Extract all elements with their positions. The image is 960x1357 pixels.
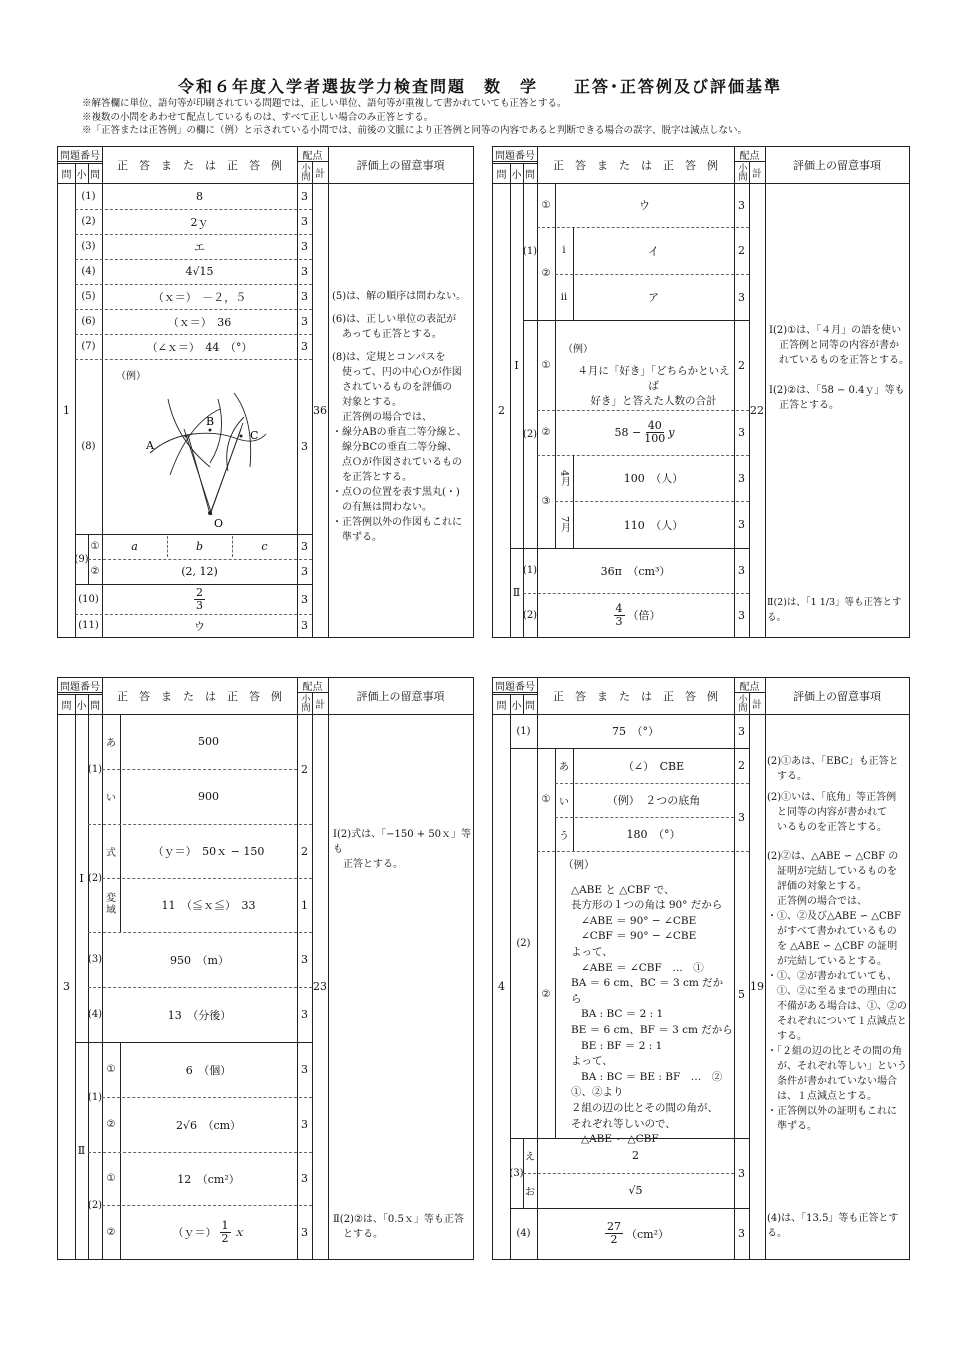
proof-line: ∠ABE ＝ 90° − ∠CBE bbox=[581, 914, 697, 927]
sho-mon-header: 小問 bbox=[736, 163, 747, 181]
answer-cell: 500 bbox=[198, 735, 219, 748]
answer-cell: 6 （個） bbox=[185, 1063, 232, 1077]
answer-cell: 2 bbox=[632, 1149, 639, 1162]
note-1: ※解答欄に単位、語句等が印刷されている問題では、正しい単位、語句等が重複して書かれていても正答とする。 bbox=[82, 98, 567, 109]
remark-line: Ⅰ(2)①は、「４月」の語を使い bbox=[769, 325, 902, 336]
remark-line: (2)①いは、「底角」等正答例 bbox=[767, 792, 897, 803]
remark-line: それぞれについて１点減点と bbox=[777, 1016, 907, 1027]
sub-label: 式 bbox=[106, 847, 116, 859]
answer-cell: √5 bbox=[628, 1184, 643, 1197]
sub-label: ③ bbox=[541, 496, 551, 507]
answer-cell bbox=[120, 1205, 297, 1259]
proof-line: △ABE ∽ △CBF bbox=[581, 1133, 659, 1146]
remark-line: 対象とする。 bbox=[342, 397, 402, 408]
answer-line: ４月に「好き」「どちらかといえば bbox=[577, 365, 730, 392]
q3-number: 3 bbox=[63, 980, 70, 993]
construction-figure bbox=[138, 379, 288, 529]
kei-header: 計 bbox=[315, 699, 325, 711]
remark-line: を △ABE ∽ △CBF の証明 bbox=[777, 941, 898, 952]
points-cell: 2 bbox=[738, 244, 745, 257]
points-cell: 5 bbox=[738, 988, 745, 1001]
answer-cell: 36π （cm³） bbox=[600, 564, 671, 578]
sub-label: あ bbox=[106, 738, 116, 749]
points-cell: 3 bbox=[301, 953, 308, 966]
dai-header: 問 bbox=[61, 700, 72, 712]
points-cell: 3 bbox=[301, 1118, 308, 1131]
row-label: (3) bbox=[87, 954, 103, 965]
qnum-header: 問題番号 bbox=[60, 150, 100, 162]
answer-cell: ウ bbox=[194, 619, 205, 633]
q4-total: 19 bbox=[750, 980, 764, 993]
proof-line: （例） bbox=[563, 859, 595, 871]
answer-cell: エ bbox=[194, 240, 205, 254]
sho-header: 小 bbox=[511, 700, 522, 712]
dai-header: 問 bbox=[496, 169, 507, 181]
q2-total: 22 bbox=[750, 403, 764, 417]
mon-header: 問 bbox=[90, 169, 100, 181]
remark-line: の有無は問わない。 bbox=[342, 502, 432, 513]
fraction-denominator: 3 bbox=[196, 598, 203, 612]
proof-line: BA : BC ＝ BE : BF … ② bbox=[581, 1070, 723, 1083]
points-cell: 3 bbox=[301, 290, 308, 303]
remark-line: 正答例と同等の内容が書か bbox=[779, 340, 899, 351]
remark-line: ・「２組の辺の比とその間の角 bbox=[767, 1046, 902, 1057]
fraction-numerator: 2 bbox=[196, 585, 203, 599]
remark-line: Ⅰ(2)式は、「−150 + 50ｘ」等も bbox=[333, 829, 472, 855]
answer-cell: 100 （人） bbox=[623, 472, 684, 485]
sub-label: お bbox=[525, 1187, 535, 1198]
sub-label: ① bbox=[541, 359, 551, 371]
sho-mon-header: 小問 bbox=[736, 694, 747, 712]
sub-label: い bbox=[106, 793, 116, 804]
remark-line: ・正答例以外の証明もこれに bbox=[767, 1106, 897, 1117]
points-cell: 3 bbox=[301, 265, 308, 278]
remark-line: ・①、②が書かれていても、 bbox=[767, 971, 897, 982]
points-cell: 3 bbox=[738, 1166, 745, 1180]
remark-line: されているものを評価の bbox=[342, 382, 452, 393]
remark-line: する。 bbox=[777, 771, 807, 782]
sub-label: ① bbox=[541, 794, 551, 805]
answer-cell: （ｙ＝） 50ｘ − 150 bbox=[152, 845, 265, 858]
answer-cell: ウ bbox=[639, 199, 650, 212]
points-cell: 3 bbox=[738, 290, 745, 304]
q3-total: 23 bbox=[313, 980, 327, 993]
remark-line: ・①、②及び△ABE ∽ △CBF bbox=[767, 911, 901, 922]
remark-line: 使って、円の中心Ｏが作図 bbox=[342, 367, 462, 378]
point-c-label: C bbox=[250, 429, 259, 442]
sub-label: い bbox=[559, 796, 569, 808]
points-cell: 3 bbox=[738, 426, 745, 439]
sho-header: 小 bbox=[76, 169, 87, 181]
fraction-denominator: 2 bbox=[610, 1233, 618, 1246]
row-label: (4) bbox=[87, 1009, 103, 1020]
remarks-header: 評価上の留意事項 bbox=[356, 159, 445, 172]
row-label: (5) bbox=[81, 291, 96, 302]
remark-line: と同等の内容が書かれて bbox=[777, 807, 887, 818]
remarks-q1 bbox=[332, 289, 472, 545]
remark-line: いるものを正答とする。 bbox=[777, 822, 887, 833]
answer-text: （cm²） bbox=[625, 1227, 669, 1241]
points-cell: 3 bbox=[301, 1063, 308, 1076]
row-label: (6) bbox=[81, 316, 96, 327]
fraction-numerator: 40 bbox=[647, 419, 662, 432]
sub-label: ⅱ bbox=[560, 291, 568, 303]
remark-line: 評価の対象とする。 bbox=[777, 881, 867, 892]
remark-line: する。 bbox=[777, 1031, 807, 1042]
proof-line: BA : BC ＝ 2 : 1 bbox=[581, 1008, 664, 1021]
points-cell: 3 bbox=[301, 540, 308, 553]
answer-cell bbox=[537, 593, 734, 637]
points-cell: 3 bbox=[738, 724, 745, 738]
remark-line: が完結しているとする。 bbox=[777, 956, 887, 967]
dai-header: 問 bbox=[496, 700, 507, 712]
points-cell: 3 bbox=[301, 240, 308, 253]
points-cell: 3 bbox=[738, 564, 745, 577]
proof-line: △ABE と △CBF で、 bbox=[571, 883, 675, 896]
answer-header: 正 答 ま た は 正 答 例 bbox=[117, 690, 282, 703]
remark-line: Ⅱ(2)②は、「0.5ｘ」等も正答 bbox=[333, 1214, 464, 1225]
sub-label: 変域 bbox=[106, 893, 116, 916]
fraction-denominator: 3 bbox=[615, 614, 623, 628]
remarks-header: 評価上の留意事項 bbox=[793, 159, 881, 172]
answer-cell bbox=[102, 584, 297, 614]
points-cell: 2 bbox=[301, 844, 308, 858]
points-cell: 3 bbox=[301, 340, 308, 353]
month-label: 7月 bbox=[558, 516, 570, 533]
remark-line: ①、②に至るまでの理由に bbox=[777, 986, 897, 997]
note-2: ※複数の小問をあわせて配点しているものは、すべて正しい場合のみ正答とする。 bbox=[82, 111, 434, 123]
points-cell: 3 bbox=[301, 565, 308, 578]
q4-number: 4 bbox=[498, 980, 505, 993]
remark-line: 証明が完結しているものを bbox=[777, 866, 897, 877]
remarks-q2 bbox=[769, 323, 909, 413]
points-cell: 3 bbox=[301, 190, 308, 203]
row-label: (7) bbox=[81, 341, 96, 352]
points-cell: 3 bbox=[301, 315, 308, 328]
answer-text: （倍） bbox=[627, 609, 661, 622]
row-label: (9) bbox=[74, 553, 89, 565]
answer-cell: 75 （°） bbox=[612, 725, 659, 738]
proof-line: BE : BF ＝ 2 : 1 bbox=[581, 1039, 663, 1052]
answer-text: （ｙ＝） bbox=[172, 1226, 217, 1239]
answer-line: 好き」と答えた人数の合計 bbox=[590, 395, 717, 407]
remark-line: は、１点減点とする。 bbox=[777, 1091, 877, 1102]
remark-line: れているものを正答とする。 bbox=[779, 355, 909, 366]
remark-line: 正答例の場合では、 bbox=[777, 896, 867, 907]
remark-line: (2)①あは、「EBC」も正答と bbox=[767, 756, 899, 767]
row-label: (1) bbox=[81, 191, 96, 202]
proof-line: よって、 bbox=[571, 1055, 613, 1068]
sub-label: ② bbox=[541, 989, 551, 1000]
sho-header: 小 bbox=[76, 700, 87, 712]
answer-cell: （ｘ＝） －２，５ bbox=[152, 290, 247, 304]
points-cell: 3 bbox=[738, 518, 745, 531]
points-cell: 3 bbox=[738, 810, 745, 824]
answer-cell: 8 bbox=[196, 190, 203, 203]
sub-label: ② bbox=[90, 566, 100, 577]
answer-header: 正 答 ま た は 正 答 例 bbox=[553, 690, 718, 703]
remark-line: (6)は、正しい単位の表記が bbox=[332, 314, 457, 325]
sub-label: ② bbox=[541, 427, 551, 438]
section-I: Ⅰ bbox=[514, 359, 519, 372]
remark-line: 正答とする。 bbox=[779, 400, 839, 411]
remarks-header: 評価上の留意事項 bbox=[356, 690, 445, 703]
answer-text: y bbox=[668, 426, 675, 439]
points-cell: 2 bbox=[738, 759, 745, 772]
panel-q1 bbox=[57, 146, 474, 638]
remark-line: Ⅰ(2)②は、「58 − 0.4ｙ」等も bbox=[769, 385, 905, 396]
points-cell: 3 bbox=[301, 215, 308, 228]
mon-header: 問 bbox=[525, 700, 535, 712]
answer-cell bbox=[573, 364, 734, 409]
remarks-q3-ii bbox=[333, 1212, 473, 1242]
answer-cell: （例） ２つの底角 bbox=[606, 794, 701, 807]
row-label: (1) bbox=[87, 1091, 103, 1103]
points-cell: 3 bbox=[301, 1172, 308, 1185]
answer-cell: 950 （m） bbox=[170, 953, 229, 967]
row-label: (1) bbox=[87, 763, 103, 775]
answer-a: a bbox=[131, 540, 138, 553]
points-header: 配点 bbox=[739, 681, 760, 693]
points-cell: 3 bbox=[738, 608, 745, 622]
remark-line: 正答とする。 bbox=[343, 859, 403, 870]
proof-line: ２組の辺の比とその間の角が、 bbox=[571, 1101, 718, 1114]
points-cell: 3 bbox=[301, 619, 308, 632]
remark-line: がすべて書かれているもの bbox=[777, 926, 897, 937]
points-header: 配点 bbox=[302, 681, 323, 693]
panel-q3 bbox=[57, 677, 474, 1260]
sub-label: ② bbox=[541, 268, 551, 279]
fraction-numerator: 1 bbox=[221, 1218, 229, 1232]
notes bbox=[82, 97, 747, 138]
panel-q4 bbox=[492, 677, 910, 1260]
sub-label: ① bbox=[106, 1173, 116, 1184]
answer-cell: 900 bbox=[198, 790, 219, 803]
row-label: (1) bbox=[522, 565, 538, 576]
answer-cell bbox=[537, 1208, 734, 1259]
sho-header: 小 bbox=[511, 169, 522, 181]
q1-number: 1 bbox=[63, 403, 70, 417]
answer-c: c bbox=[261, 540, 268, 553]
panel-q2 bbox=[492, 146, 910, 638]
answer-text: 58 − bbox=[614, 426, 642, 439]
answer-header: 正 答 ま た は 正 答 例 bbox=[117, 159, 282, 172]
proof-line: よって、 bbox=[571, 945, 613, 958]
row-label: (1) bbox=[522, 246, 538, 257]
section-II: Ⅱ bbox=[77, 1144, 86, 1157]
answer-header: 正 答 ま た は 正 答 例 bbox=[553, 159, 718, 172]
answer-cell: 13 （分後） bbox=[167, 1008, 232, 1022]
remarks-q3 bbox=[333, 827, 473, 872]
sub-label: ① bbox=[106, 1064, 116, 1075]
proof-example bbox=[563, 858, 733, 1148]
sub-label: あ bbox=[559, 762, 569, 773]
remark-line: ・正答例以外の作図もこれに bbox=[332, 517, 462, 528]
note-3: ※「正答または正答例」の欄に（例）と示されている小問では、前後の文脈により正答例と同等の内容であると判断できる場合の誤字、脱字は減点しない。 bbox=[82, 125, 748, 136]
sho-mon-header: 小問 bbox=[299, 163, 310, 181]
proof-line: BA ＝ 6 cm、BC ＝ 3 cm だから bbox=[571, 977, 724, 1005]
sub-label: ② bbox=[106, 1119, 116, 1130]
example-label: （例） bbox=[116, 371, 146, 382]
point-b-label: B bbox=[206, 415, 215, 428]
remarks-header: 評価上の留意事項 bbox=[793, 690, 881, 703]
sub-label: ⅰ bbox=[562, 245, 566, 256]
kei-header: 計 bbox=[752, 168, 762, 180]
answer-text: ｘ bbox=[233, 1226, 245, 1239]
points-header: 配点 bbox=[302, 150, 323, 162]
qnum-header: 問題番号 bbox=[495, 150, 535, 162]
points-cell: 3 bbox=[738, 471, 745, 485]
sho-mon-header: 小問 bbox=[299, 694, 310, 712]
fraction-numerator: 27 bbox=[606, 1220, 621, 1233]
sub-label: ② bbox=[106, 1226, 116, 1238]
row-label: (11) bbox=[78, 620, 99, 631]
page-title: 令和６年度入学者選抜学力検査問題 数 学 正答･正答例及び評価基準 bbox=[177, 77, 782, 96]
row-label: (10) bbox=[78, 593, 99, 605]
row-label: (1) bbox=[516, 725, 531, 737]
fraction-denominator: 2 bbox=[221, 1231, 229, 1245]
answer-b: b bbox=[195, 540, 204, 553]
points-cell: 3 bbox=[301, 1225, 308, 1239]
remark-line: 点Ｏが作図されているもの bbox=[342, 457, 462, 468]
remark-line: 正答例の場合では、 bbox=[342, 412, 432, 423]
proof-line: ①、②より bbox=[571, 1086, 624, 1099]
answer-cell: 4√15 bbox=[185, 265, 214, 278]
remark-line: (5)は、解の順序は問わない。 bbox=[332, 291, 467, 302]
answer-cell: (2, 12) bbox=[181, 565, 218, 578]
remark-line: Ⅱ(2)は、「1 1/3」等も正答とする。 bbox=[767, 597, 902, 623]
answer-cell: 2ｙ bbox=[190, 215, 209, 229]
row-label: (2) bbox=[87, 872, 103, 884]
answer-cell: 180 （°） bbox=[626, 828, 681, 841]
points-cell: 3 bbox=[738, 1227, 745, 1240]
proof-line: それぞれ等しいので、 bbox=[571, 1117, 676, 1130]
answer-cell bbox=[555, 410, 734, 455]
answer-cell: （∠ｘ＝） 44 （°） bbox=[146, 340, 253, 354]
point-o-label: O bbox=[214, 517, 224, 529]
proof-line: ∠CBF ＝ 90° − ∠CBE bbox=[581, 930, 697, 943]
remark-line: が、それぞれ等しい」という bbox=[777, 1061, 907, 1072]
remark-line: 線分BCの垂直二等分線、 bbox=[342, 442, 458, 453]
row-label: (2) bbox=[516, 937, 531, 949]
remarks-q4 bbox=[767, 754, 909, 1134]
qnum-header: 問題番号 bbox=[60, 681, 100, 693]
answer-cell: 12 （cm²） bbox=[177, 1172, 240, 1186]
row-label: (3) bbox=[81, 241, 96, 252]
remark-line: ・線分ABの垂直二等分線と、 bbox=[332, 427, 467, 438]
remark-line: (4)は、「13.5」等も正答とする。 bbox=[767, 1213, 899, 1239]
remark-line: 条件が書かれていない場合 bbox=[777, 1076, 897, 1087]
sub-label: え bbox=[525, 1152, 535, 1163]
answer-cell: 11 （≦ｘ≦） 33 bbox=[161, 899, 256, 912]
row-label: (2) bbox=[87, 1200, 103, 1211]
mon-header: 問 bbox=[525, 169, 535, 181]
proof-line: ∠ABE ＝ ∠CBF … ① bbox=[581, 961, 704, 974]
remark-line: ・点Ｏの位置を表す黒丸(・) bbox=[332, 487, 460, 498]
dai-header: 問 bbox=[61, 169, 72, 181]
proof-line: 長方形の１つの角は 90° だから bbox=[571, 899, 723, 912]
section-II: Ⅱ bbox=[512, 586, 521, 599]
q1-total: 36 bbox=[313, 403, 327, 417]
points-cell: 2 bbox=[738, 358, 745, 372]
remark-line: (8)は、定規とコンパスを bbox=[332, 352, 446, 363]
remark-line: 準ずる。 bbox=[342, 532, 382, 543]
kei-header: 計 bbox=[752, 699, 762, 711]
remark-line: 不備がある場合は、①、②の bbox=[777, 1001, 907, 1012]
row-label: (2) bbox=[522, 609, 538, 621]
sub-label: う bbox=[559, 830, 569, 842]
row-label: (4) bbox=[81, 266, 96, 277]
month-label: 4月 bbox=[558, 469, 570, 487]
fraction-numerator: 4 bbox=[615, 601, 623, 615]
q2-number: 2 bbox=[498, 403, 505, 417]
row-label: (2) bbox=[81, 216, 96, 227]
section-I: Ⅰ bbox=[79, 871, 84, 885]
answer-cell: （∠） CBE bbox=[622, 759, 685, 773]
row-label: (3) bbox=[509, 1167, 524, 1179]
remark-line: を正答とする。 bbox=[342, 472, 412, 483]
answer-cell: 2√6 （cm） bbox=[175, 1118, 242, 1132]
points-cell: 3 bbox=[738, 198, 745, 212]
points-header: 配点 bbox=[739, 150, 760, 162]
row-label: (8) bbox=[81, 441, 96, 452]
remark-line: (2)②は、△ABE ∽ △CBF の bbox=[767, 851, 899, 862]
qnum-header: 問題番号 bbox=[495, 681, 535, 693]
points-cell: 1 bbox=[301, 898, 308, 912]
kei-header: 計 bbox=[315, 168, 325, 180]
row-label: (2) bbox=[522, 428, 538, 440]
row-label: (4) bbox=[516, 1228, 531, 1239]
remark-line: 準ずる。 bbox=[777, 1121, 817, 1132]
answer-cell: （ｘ＝） 36 bbox=[167, 315, 232, 329]
mon-header: 問 bbox=[90, 700, 100, 712]
answer-cell: イ bbox=[648, 244, 659, 258]
answer-cell: 110 （人） bbox=[623, 518, 684, 532]
example-label: （例） bbox=[563, 344, 593, 355]
answer-cell: ア bbox=[648, 291, 659, 304]
point-a-label: A bbox=[146, 439, 154, 452]
fraction-denominator: 100 bbox=[644, 432, 666, 445]
points-cell: 3 bbox=[301, 1008, 308, 1021]
points-cell: 3 bbox=[301, 592, 308, 606]
remark-line: とする。 bbox=[343, 1229, 383, 1240]
points-cell: 2 bbox=[301, 762, 308, 776]
remark-line: あっても正答とする。 bbox=[342, 329, 442, 340]
sub-label: ① bbox=[90, 541, 100, 552]
sub-label: ① bbox=[541, 199, 551, 211]
points-cell: 3 bbox=[301, 440, 308, 453]
proof-line: BE ＝ 6 cm、BF ＝ 3 cm だから bbox=[571, 1023, 733, 1036]
